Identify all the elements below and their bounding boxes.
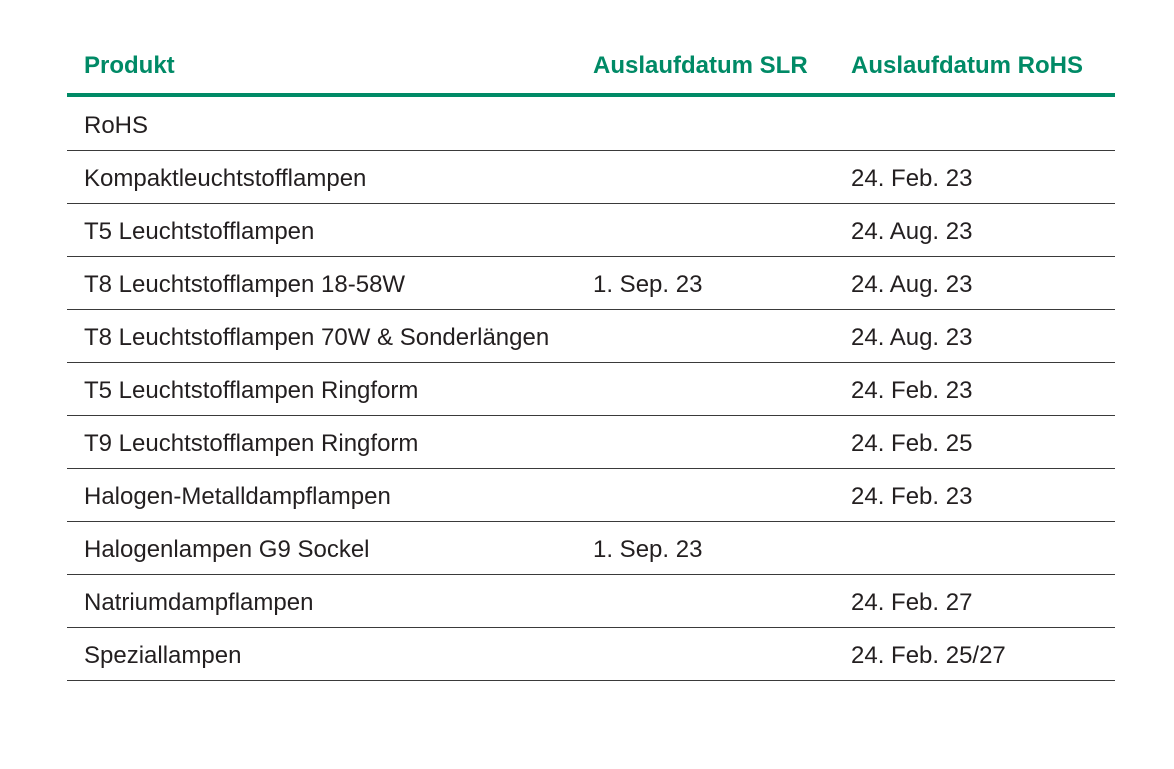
table-row (67, 310, 1115, 363)
table-row (67, 151, 1115, 204)
cell-product: Halogen-Metalldampflampen (84, 483, 391, 510)
cell-product: T9 Leuchtstofflampen Ringform (84, 430, 419, 457)
table-row (67, 257, 1115, 310)
table-row (67, 416, 1115, 469)
cell-rohs: 24. Feb. 25/27 (851, 642, 1006, 669)
cell-product: T5 Leuchtstofflampen Ringform (84, 377, 419, 404)
table-header-row (67, 40, 1115, 97)
cell-rohs (834, 122, 1115, 126)
cell-slr (576, 334, 834, 338)
cell-product: Natriumdampflampen (84, 589, 314, 616)
cell-slr (576, 122, 834, 126)
cell-slr (576, 175, 834, 179)
cell-product: Halogenlampen G9 Sockel (84, 536, 370, 563)
cell-product: T5 Leuchtstofflampen (84, 218, 315, 245)
cell-slr (576, 387, 834, 391)
cell-slr (576, 599, 834, 603)
cell-rohs: 24. Feb. 23 (851, 483, 973, 510)
cell-product: T8 Leuchtstofflampen 70W & Sonderlängen (84, 324, 550, 351)
cell-product: Speziallampen (84, 642, 242, 669)
cell-rohs: 24. Feb. 23 (851, 165, 973, 192)
cell-slr (576, 228, 834, 232)
table-row (67, 469, 1115, 522)
table-row (67, 575, 1115, 628)
cell-product: T8 Leuchtstofflampen 18-58W (84, 271, 406, 298)
table-row (67, 204, 1115, 257)
cell-rohs (834, 546, 1115, 550)
table-row (67, 628, 1115, 681)
cell-rohs: 24. Aug. 23 (851, 218, 973, 245)
cell-slr (576, 652, 834, 656)
header-product: Produkt (84, 52, 175, 79)
table-row (67, 522, 1115, 575)
header-rohs: Auslaufdatum RoHS (851, 52, 1084, 79)
cell-slr (576, 493, 834, 497)
cell-slr: 1. Sep. 23 (593, 536, 703, 563)
cell-rohs: 24. Feb. 23 (851, 377, 973, 404)
cell-rohs: 24. Feb. 25 (851, 430, 973, 457)
header-slr: Auslaufdatum SLR (593, 52, 808, 79)
cell-product: Kompaktleuchtstofflampen (84, 165, 367, 192)
table-row (67, 363, 1115, 416)
lamp-phaseout-table (67, 40, 1115, 681)
table-row (67, 97, 1115, 151)
cell-product: RoHS (84, 111, 149, 139)
cell-slr: 1. Sep. 23 (593, 271, 703, 298)
cell-rohs: 24. Feb. 27 (851, 589, 973, 616)
cell-rohs: 24. Aug. 23 (851, 324, 973, 351)
cell-rohs: 24. Aug. 23 (851, 271, 973, 298)
cell-slr (576, 440, 834, 444)
